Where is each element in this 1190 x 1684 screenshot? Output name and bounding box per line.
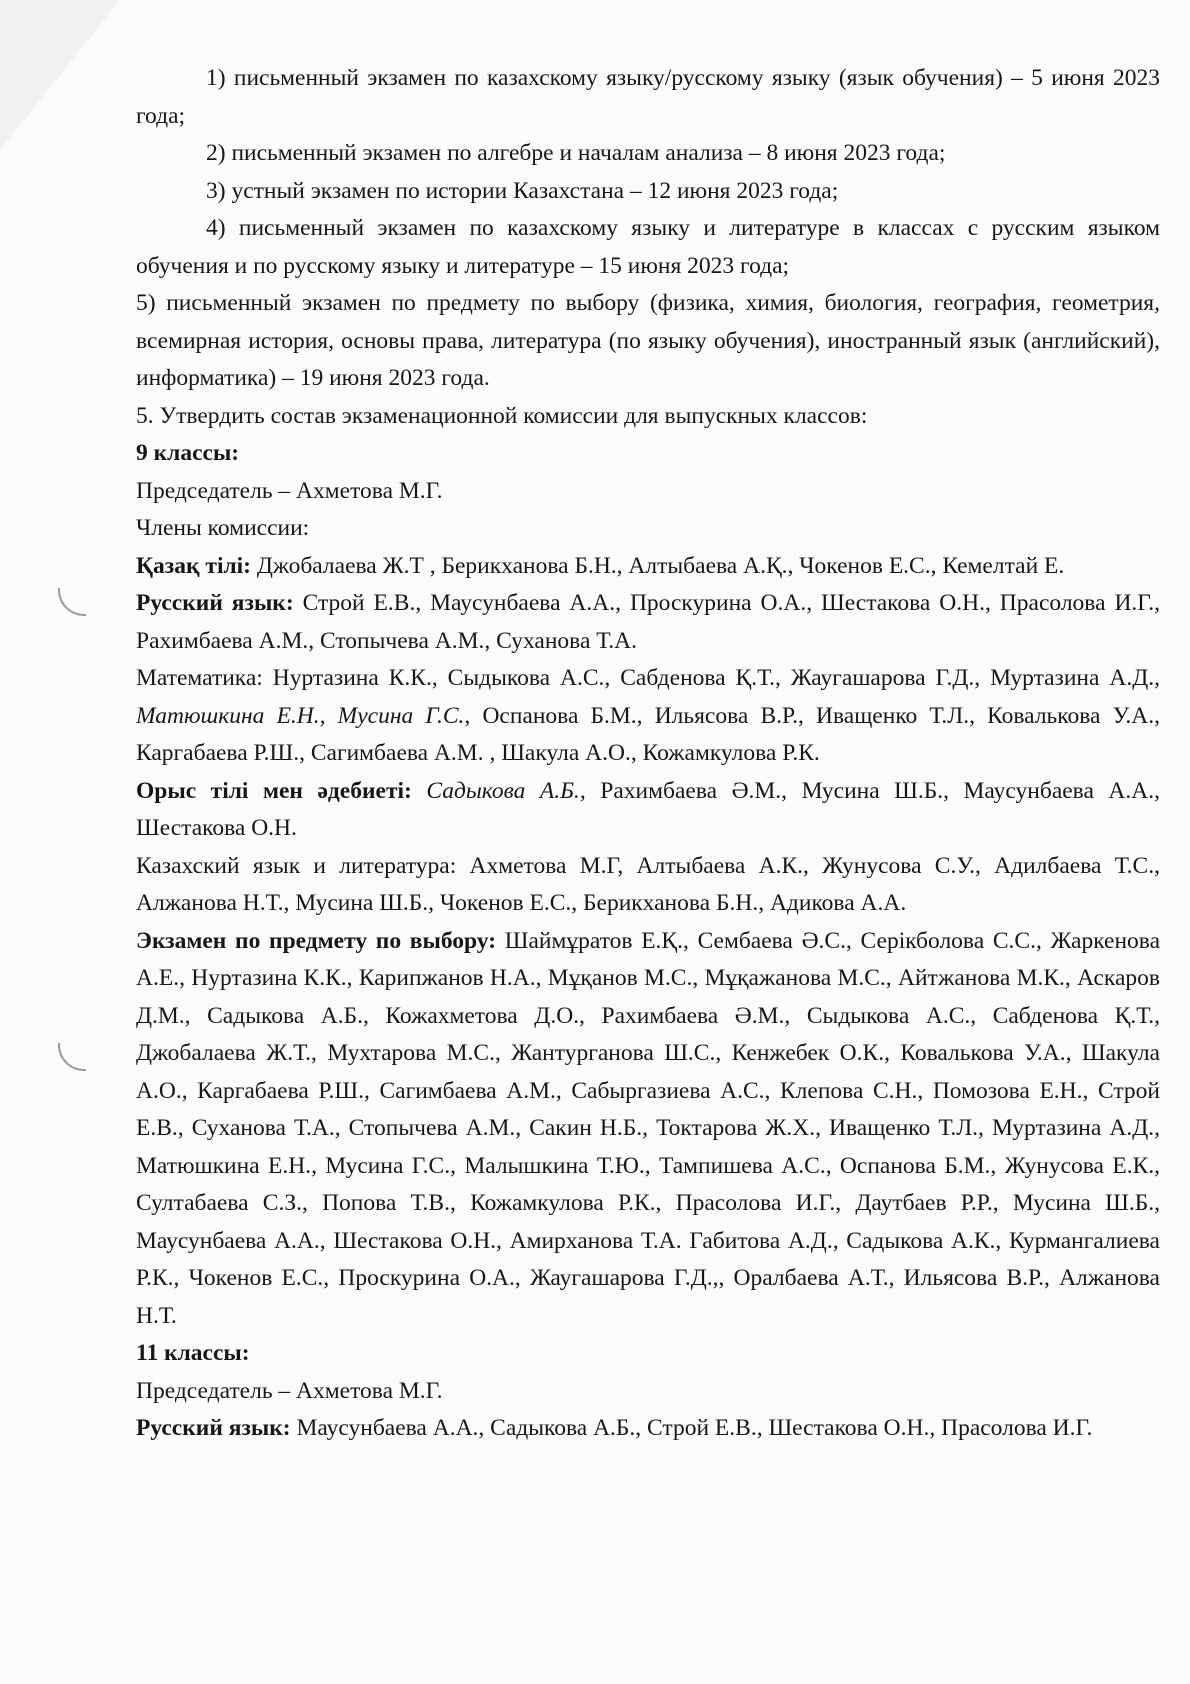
grade-9-heading: 9 классы: <box>136 440 240 466</box>
math-members-part-2: , Оспанова Б.М., Ильясова В.Р., Иващенко Т.Л., Ковалькова У.А., Каргабаева Р.Ш., Сагимбаева А.М. , Шакула А.О., Кожамкулова Р.К. <box>136 702 1160 766</box>
grade-9-russian-paragraph <box>136 585 1160 660</box>
math-members-part-1: Математика: Нуртазина К.К., Сыдыкова А.С., Сабденова Қ.Т., Жаугашарова Г.Д., Муртазина А.Д., <box>136 665 1160 691</box>
grade-11-russian-label: Русский язык: <box>136 1415 291 1441</box>
elective-label: Экзамен по предмету по выбору: <box>136 927 497 954</box>
math-members-italic: Матюшкина Е.Н., Мусина Г.С. <box>136 702 465 729</box>
kazakh-members: Джобалаева Ж.Т , Берикханова Б.Н., Алтыбаева А.Қ., Чокенов Е.С., Кемелтай Е. <box>256 552 1065 579</box>
grade-11-russian-paragraph <box>136 1410 1160 1448</box>
page-corner-fold <box>0 0 120 150</box>
punch-hole-mark <box>58 1043 86 1071</box>
grade-11-russian-members: Маусунбаева А.А., Садыкова А.Б., Строй Е.В., Шестакова О.Н., Прасолова И.Г. <box>296 1415 1093 1441</box>
elective-members: Шаймұратов Е.Қ., Сембаева Ә.С., Серікболова С.С., Жаркенова А.Е., Нуртазина К.К., Карипжанов Н.А., Мұқанов М.С., Мұқажанова М.С., Айтжанова М.К., Аскаров Д.М., Садыкова А.Б., Кожахметова Д.О., Рахимбаева Ә.М., Сыдыкова А.С., Сабденова Қ.Т., Джобалаева Ж.Т., Мухтарова М.С., Жантурганова Ш.С., Кенжебек О.К., Ковалькова У.А., Шакула А.О., Каргабаева Р.Ш., Сагимбаева А.М., Сабыргазиева А.С., Клепова С.Н., Помозова Е.Н., Строй Е.В., Суханова Т.А., Стопычева А.М., Сакин Н.Б., Токтарова Ж.Х., Иващенко Т.Л., Муртазина А.Д., Матюшкина Е.Н., Мусина Г.С., Малышкина Т.Ю., Тампишева А.С., Оспанова Б.М., Жунусова Е.К., Султабаева С.З., Попова Т.В., Кожамкулова Р.К., Прасолова И.Г., Даутбаев Р.Р., Мусина Ш.Б., Маусунбаева А.А., Шестакова О.Н., Амирханова Т.А. Габитова А.Д., Садыкова А.К., Курмангалиева Р.К., Чокенов Е.С., Проскурина О.А., Жаугашарова Г.Д.,, Оралбаева А.Т., Ильясова В.Р., Алжанова Н.Т. <box>136 927 1160 1329</box>
orys-label: Орыс тілі мен әдебиеті: <box>136 777 412 804</box>
point-5-heading: 5. Утвердить состав экзаменационной комиссии для выпускных классов: <box>136 402 868 429</box>
exam-item-5: 5) письменный экзамен по предмету по выбору (физика, химия, биология, география, геометрия, всемирная история, основы права, литература (по языку обучения), иностранный язык (английский), информатика) – 19 июня 2023 года. <box>136 290 1160 391</box>
grade-9-members-label: Члены комиссии: <box>136 515 310 541</box>
exam-item-3: 3) устный экзамен по истории Казахстана – 12 июня 2023 года; <box>206 177 839 204</box>
grade-11-chair: Председатель – Ахметова М.Г. <box>136 1377 443 1404</box>
document-body <box>136 60 1160 1448</box>
punch-hole-mark <box>58 588 86 616</box>
grade-9-elective-paragraph <box>136 923 1160 1336</box>
kazakh-label: Қазақ тілі: <box>136 552 252 579</box>
exam-item-4: 4) письменный экзамен по казахскому языку и литературе в классах с русским языком обучения и по русскому языку и литературе – 15 июня 2023 года; <box>136 215 1160 279</box>
grade-9-kazakh-paragraph <box>136 548 1160 586</box>
exam-item-1: 1) письменный экзамен по казахскому языку/русскому языку (язык обучения) – 5 июня 2023 года; <box>136 65 1160 129</box>
orys-italic-member: Садыкова А.Б., <box>426 777 586 804</box>
grade-9-kazakh-literature-paragraph: Казахский язык и литература: Ахметова М.Г, Алтыбаева А.К., Жунусова С.У., Адилбаева Т.С., Алжанова Н.Т., Мусина Ш.Б., Чокенов Е.С., Берикханова Б.Н., Адикова А.А. <box>136 852 1160 916</box>
grade-11-heading: 11 классы: <box>136 1340 250 1366</box>
exam-item-2: 2) письменный экзамен по алгебре и началам анализа – 8 июня 2023 года; <box>206 140 946 166</box>
grade-9-chair: Председатель – Ахметова М.Г. <box>136 477 443 504</box>
grade-9-math-paragraph <box>136 660 1160 773</box>
grade-9-orys-paragraph <box>136 773 1160 848</box>
orys-members: Рахимбаева Ә.М., Мусина Ш.Б., Маусунбаева А.А., Шестакова О.Н. <box>136 777 1160 841</box>
russian-members: Строй Е.В., Маусунбаева А.А., Проскурина О.А., Шестакова О.Н., Прасолова И.Г., Рахимбаева А.М., Стопычева А.М., Суханова Т.А. <box>136 590 1160 654</box>
russian-label: Русский язык: <box>136 590 294 616</box>
